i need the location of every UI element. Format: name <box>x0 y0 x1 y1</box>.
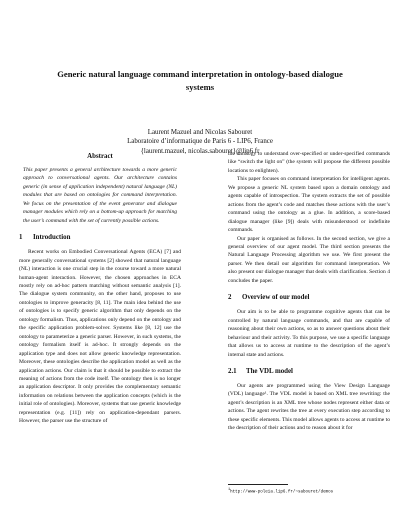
author-affiliation: Laboratoire d’informatique de Paris 6 - LIP6, France <box>127 138 273 146</box>
title-line-2: systems <box>185 82 215 92</box>
footnote <box>228 487 390 495</box>
footnote-rule <box>228 484 288 485</box>
section-number: 1 <box>19 234 23 242</box>
vdl-paragraph: Our agents are programmed using the View Design Language (VDL) language¹. The VDL model is based on XML tree rewriting: the agent’s description is an XML tree whose nodes represent either data or actions. The agent rewrites the tree at every execution step according to these specific elements. This model allows agents to access at runtime to the description of their actions and to reason about it for <box>228 382 390 432</box>
subsection-number: 2.1 <box>228 367 237 375</box>
subsection-heading-vdl <box>228 367 390 376</box>
section-heading-introduction <box>19 233 181 242</box>
introduction-paragraph-2: This paper focuses on command interpretation for intelligent agents. We propose a generic NL system based upon a domain ontology and agents capable of introspection. The system extracts the set of possible actions from the agent’s code and matches these actions with the user’s command using the ontology as a glue. In addition, a score-based dialogue manager (like [9]) deals with misunderstood or indefinite commands. <box>228 176 390 234</box>
section-number: 2 <box>228 294 232 302</box>
footnote-mark: 1 <box>228 488 231 492</box>
author-names: Laurent Mazuel and Nicolas Sabouret <box>147 129 253 136</box>
introduction-paragraph-continued: the ontology to understand over-specified or under-specified commands like “switch the light on” (the system will propose the different possible locations to enlighten). <box>228 151 390 174</box>
paper-title <box>30 68 370 94</box>
section-title: Overview of our model <box>242 294 310 302</box>
subsection-title: The VDL model <box>246 367 293 375</box>
author-email: {laurent.mazuel, nicolas.sabouret}@lip6.fr <box>140 147 260 155</box>
introduction-paragraph-3: Our paper is organised as follows. In the second section, we give a general overview of our agent model. The third section presents the Natural Language Processing algorithm we use. We first present the parser. We then detail our algorithm for command interpretation. We also present our dialogue manager that deals with clarification. Section 4 concludes the paper. <box>228 235 390 284</box>
footnote-url[interactable]: http://www-poleia.lip6.fr/~sabouret/demos <box>230 490 334 495</box>
abstract-text: This paper presents a general architecture towards a more generic approach to conversational agents. Our architecture contains generic (in sense of application independent) natural language (NL) modules that are based on ontologies for command interpretation. We focus on the presentation of the event generator and dialogue manager modules which rely on a bottom-up approach for matching the user’s command with the set of currently possible actions. <box>23 167 177 224</box>
right-column <box>228 150 390 433</box>
abstract-heading: Abstract <box>87 153 113 160</box>
overview-paragraph: Our aim is to be able to programme cognitive agents that can be controlled by natural language commands, and that are capable of reasoning about their own actions, so as to answer questions about their behaviour and their activity. To this purpose, we use a specific language that allows us to access at runtime to the description of the agent’s internal state and actions. <box>228 309 390 358</box>
section-title: Introduction <box>33 234 71 242</box>
left-column <box>19 150 181 426</box>
title-line-1: Generic natural language command interpretation in ontology-based dialogue <box>57 69 343 79</box>
section-heading-overview <box>228 293 390 302</box>
introduction-paragraph: Recent works on Embodied Conversational Agents (ECA) [7] and more generally conversational systems [2] showed that natural language (NL) interaction is one crucial step in the course toward a more natural human-agent interaction. However, the chosen approaches in ECA mostly rely on ad-hoc pattern matching without semantic analysis [1]. The dialogue system community, on the other hand, proposes to use ontologies to improve generacity [8, 11]. The main idea behind the use of ontologies is to specify generic algorithm that only depends on the ontology formalism. Thus, applications only depend on the ontology and the specific application problem-solver. Systems like [8, 12] use the ontology to parameterize a generic parser. However, in such systems, the ontology formalism itself is ad-hoc. It strongly depends on the application type and does not allow generic knowledge representation. Moreover, these ontologies describe the application model as well as the application actions. Our claim is that it should be possible to extract the meaning of actions from the code itself. The ontology then is no longer an application descriptor. It only provides the complementary semantic information on relations between the application concepts (which is the initial role of ontologies). Moreover, systems that use generic knowledge representation (e.g. [11]) rely on application-dependant parsers. However, the parser use the structure of <box>19 249 181 425</box>
